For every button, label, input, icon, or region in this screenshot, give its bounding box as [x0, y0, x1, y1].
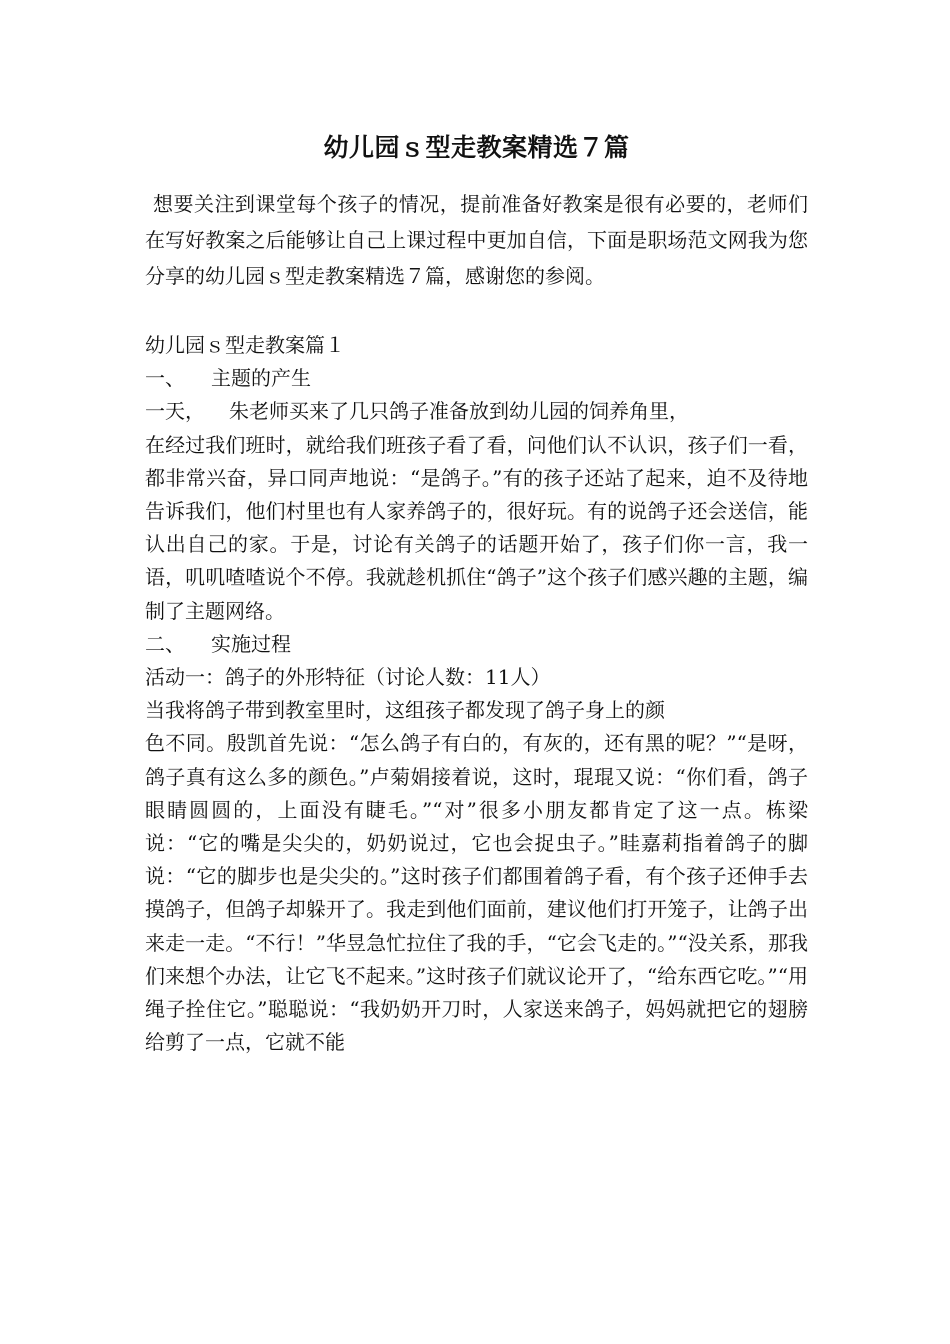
section1-first-line-b: 朱老师买来了几只鸽子准备放到幼儿园的饲养角里，	[229, 399, 689, 424]
section1-first-line-a: 一天，	[145, 399, 205, 424]
section1-first-line	[145, 395, 808, 428]
document-title: 幼儿园ｓ型走教案精选７篇	[323, 133, 630, 162]
section-number: 一、	[145, 366, 185, 391]
section-heading-1	[145, 362, 808, 395]
document-page	[145, 128, 808, 1059]
activity1-first-line: 当我将鸽子带到教室里时，这组孩子都发现了鸽子身上的颜	[145, 698, 665, 723]
section-heading-2	[145, 628, 808, 661]
activity1-body: 色不同。殷凯首先说：“怎么鸽子有白的，有灰的，还有黑的呢？”“是呀，鸽子真有这么多的颜色。”卢菊娟接着说，这时，琨琨又说：“你们看，鸽子眼睛圆圆的，上面没有睫毛。”“对”很多小朋友都肯定了这一点。栋梁说：“它的嘴是尖尖的，奶奶说过，它也会捉虫子。”眭嘉莉指着鸽子的脚说：“它的脚步也是尖尖的。”这时孩子们都围着鸽子看，有个孩子还伸手去摸鸽子，但鸽子却躲开了。我走到他们面前，建议他们打开笼子，让鸽子出来走一走。“不行！”华昱急忙拉住了我的手，“它会飞走的。”“没关系，那我们来想个办法，让它飞不起来。”这时孩子们就议论开了，“给东西它吃。”“用绳子拴住它。”聪聪说：“我奶奶开刀时，人家送来鸽子，妈妈就把它的翅膀给剪了一点，它就不能	[145, 731, 808, 1055]
section1-body: 在经过我们班时，就给我们班孩子看了看，问他们认不认识，孩子们一看，都非常兴奋，异口同声地说：“是鸽子。”有的孩子还站了起来，迫不及待地告诉我们，他们村里也有人家养鸽子的，很好玩。有的说鸽子还会送信，能认出自己的家。于是，讨论有关鸽子的话题开始了，孩子们你一言，我一语，叽叽喳喳说个不停。我就趁机抓住“鸽子”这个孩子们感兴趣的主题，编制了主题网络。	[145, 432, 808, 623]
section-number: 二、	[145, 631, 185, 656]
activity1-title: 活动一：鸽子的外形特征（讨论人数：11人）	[145, 665, 551, 690]
section-title: 实施过程	[211, 631, 291, 656]
intro-paragraph: 想要关注到课堂每个孩子的情况，提前准备好教案是很有必要的，老师们在写好教案之后能够让自己上课过程中更加自信，下面是职场范文网我为您分享的幼儿园ｓ型走教案精选７篇，感谢您的参阅。	[145, 192, 808, 288]
chapter-title: 幼儿园ｓ型走教案篇１	[145, 333, 345, 357]
section-title: 主题的产生	[211, 366, 311, 391]
